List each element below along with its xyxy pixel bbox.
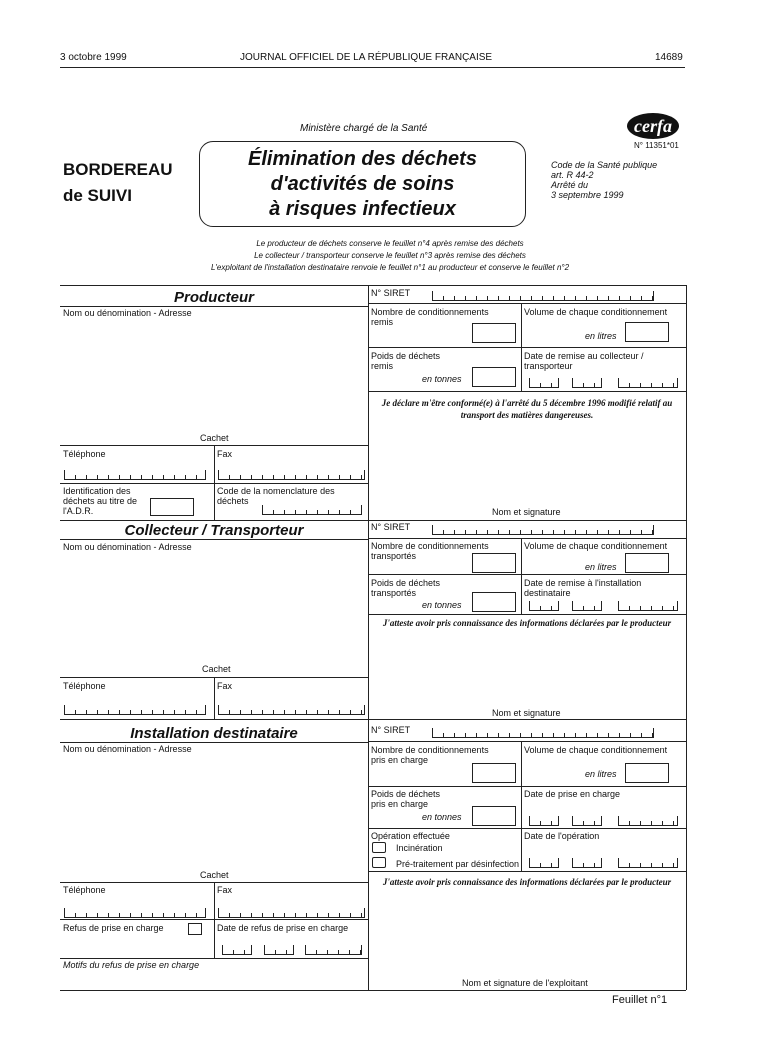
installation-operation-label: Opération effectuée [371, 831, 450, 841]
collecteur-en-litres: en litres [585, 562, 617, 572]
producteur-code-label: Code de la nomenclature des déchets [217, 486, 335, 506]
collecteur-nb-cond-field[interactable] [472, 553, 516, 573]
installation-telephone-field[interactable] [64, 908, 206, 918]
producteur-bottom-rule [60, 520, 686, 521]
pretraitement-label: Pré-traitement par désinfection [396, 859, 520, 869]
collecteur-volume-label: Volume de chaque conditionnement [524, 541, 668, 551]
collecteur-siret-rule [368, 538, 686, 539]
collecteur-volume-field[interactable] [625, 553, 669, 573]
installation-nb-cond-field[interactable] [472, 763, 516, 783]
installation-refus-date-day[interactable] [222, 945, 252, 955]
form-title-box [199, 141, 526, 227]
grid-top [60, 285, 686, 286]
installation-refus-checkbox[interactable] [188, 923, 202, 935]
producteur-date-year[interactable] [618, 378, 678, 388]
installation-operation-date-year[interactable] [618, 858, 678, 868]
installation-date-prise-label: Date de prise en charge [524, 789, 621, 799]
installation-declaration: J'atteste avoir pris connaissance des informations déclarées par le producteur [382, 877, 672, 887]
installation-telephone-label: Téléphone [63, 885, 106, 895]
installation-poids-field[interactable] [472, 806, 516, 826]
producteur-fax-field[interactable] [218, 470, 365, 480]
bordereau-title: BORDEREAU [63, 160, 173, 179]
instruction-line1: Le producteur de déchets conserve le feuillet n°4 après remise des déchets [256, 239, 524, 248]
installation-volume-label: Volume de chaque conditionnement [524, 745, 668, 755]
installation-fax-label: Fax [217, 885, 233, 895]
installation-prise-date-month[interactable] [572, 816, 602, 826]
instruction-line2: Le collecteur / transporteur conserve le feuillet n°3 après remise des déchets [254, 251, 526, 260]
ministry-label: Ministère chargé de la Santé [300, 123, 428, 134]
form-title-line2: d'activités de soins [270, 173, 455, 195]
collecteur-fax-field[interactable] [218, 705, 365, 715]
installation-prise-date-day[interactable] [529, 816, 559, 826]
producteur-volume-field[interactable] [625, 322, 669, 342]
collecteur-tel-split [214, 677, 215, 719]
collecteur-date-day[interactable] [529, 601, 559, 611]
installation-title: Installation destinataire [130, 725, 298, 742]
collecteur-title-rule [60, 539, 368, 540]
installation-fax-field[interactable] [218, 908, 365, 918]
collecteur-telephone-label: Téléphone [63, 681, 106, 691]
installation-tel-split [214, 882, 215, 958]
installation-operation-rule [368, 828, 686, 829]
collecteur-title: Collecteur / Transporteur [124, 522, 304, 539]
grid-right [686, 285, 687, 990]
producteur-signature-label: Nom et signature [492, 507, 561, 517]
installation-volume-field[interactable] [625, 763, 669, 783]
collecteur-telephone-field[interactable] [64, 705, 206, 715]
producteur-poids-field[interactable] [472, 367, 516, 387]
installation-motifs-rule [60, 958, 368, 959]
legal-line4: 3 septembre 1999 [551, 190, 624, 200]
header-journal: JOURNAL OFFICIEL DE LA RÉPUBLIQUE FRANÇAISE [240, 52, 493, 63]
producteur-telephone-label: Téléphone [63, 449, 106, 459]
installation-title-rule [60, 742, 368, 743]
producteur-volume-label: Volume de chaque conditionnement [524, 307, 668, 317]
header-rule [60, 67, 685, 68]
installation-signature-label: Nom et signature de l'exploitant [462, 978, 588, 988]
installation-siret-label: N° SIRET [371, 725, 411, 735]
installation-en-litres: en litres [585, 769, 617, 779]
grid-bottom [60, 990, 686, 991]
collecteur-siret-field[interactable] [432, 525, 654, 535]
collecteur-date-month[interactable] [572, 601, 602, 611]
form-title-line1: Élimination des déchets [248, 148, 477, 170]
installation-date-operation-label: Date de l'opération [524, 831, 600, 841]
producteur-declaration: Je déclare m'être conformé(e) à l'arrêté du 5 décembre 1996 modifié relatif au transport des matières dangereuses. [381, 398, 673, 420]
producteur-nom-label: Nom ou dénomination - Adresse [63, 308, 192, 318]
producteur-poids-rule [368, 347, 686, 348]
instruction-line3: L'exploitant de l'installation destinataire renvoie le feuillet n°1 au producteur et conserve le feuillet n°2 [210, 263, 570, 272]
producteur-date-day[interactable] [529, 378, 559, 388]
producteur-fax-label: Fax [217, 449, 233, 459]
collecteur-date-remise-label: Date de remise à l'installation destinataire [524, 578, 642, 598]
collecteur-right-split [521, 538, 522, 614]
header-date: 3 octobre 1999 [60, 52, 127, 63]
producteur-title: Producteur [173, 289, 254, 306]
header-page-number: 14689 [655, 52, 683, 63]
collecteur-poids-label: Poids de déchets transportés [371, 578, 441, 598]
legal-line3: Arrêté du [551, 180, 589, 190]
collecteur-bottom-rule [60, 719, 686, 720]
installation-poids-label: Poids de déchets pris en charge [371, 789, 441, 809]
form-title-line3: à risques infectieux [269, 198, 456, 220]
installation-en-tonnes: en tonnes [422, 812, 462, 822]
cerfa-logo: cerfa [627, 113, 679, 139]
producteur-siret-label: N° SIRET [371, 288, 411, 298]
collecteur-poids-field[interactable] [472, 592, 516, 612]
producteur-poids-label: Poids de déchets remis [371, 351, 441, 371]
producteur-nb-cond-field[interactable] [472, 323, 516, 343]
instructions [190, 238, 590, 274]
collecteur-date-year[interactable] [618, 601, 678, 611]
collecteur-decl-rule [368, 614, 686, 615]
producteur-identification-label: Identification des déchets au titre de l'A.D.R. [63, 486, 138, 516]
installation-cachet: Cachet [200, 870, 229, 880]
incineration-checkbox[interactable] [372, 842, 386, 853]
collecteur-poids-rule [368, 574, 686, 575]
installation-refus-rule [60, 919, 368, 920]
installation-poids-rule [368, 786, 686, 787]
collecteur-nom-label: Nom ou dénomination - Adresse [63, 542, 192, 552]
cerfa-number: N° 11351*01 [634, 141, 679, 150]
producteur-identification-field[interactable] [150, 498, 194, 516]
pretraitement-checkbox[interactable] [372, 857, 386, 868]
legal-references [551, 160, 657, 200]
producteur-date-remise-label: Date de remise au collecteur / transporteur [524, 351, 644, 371]
producteur-en-litres: en litres [585, 331, 617, 341]
collecteur-cachet: Cachet [202, 664, 231, 674]
installation-right-split [521, 741, 522, 871]
incineration-label: Incinération [396, 843, 443, 853]
producteur-decl-rule [368, 391, 686, 392]
producteur-cachet: Cachet [200, 433, 229, 443]
installation-prise-date-year[interactable] [618, 816, 678, 826]
collecteur-declaration: J'atteste avoir pris connaissance des informations déclarées par le producteur [382, 618, 672, 628]
installation-refus-date-month[interactable] [264, 945, 294, 955]
installation-date-refus-label: Date de refus de prise en charge [217, 923, 349, 933]
installation-siret-field[interactable] [432, 728, 654, 738]
legal-line2: art. R 44-2 [551, 170, 594, 180]
feuillet-label: Feuillet n°1 [612, 994, 668, 1006]
producteur-title-rule [60, 306, 368, 307]
collecteur-fax-label: Fax [217, 681, 233, 691]
producteur-code-field[interactable] [262, 505, 362, 515]
installation-refus-label: Refus de prise en charge [63, 923, 164, 933]
producteur-en-tonnes: en tonnes [422, 374, 462, 384]
producteur-date-month[interactable] [572, 378, 602, 388]
installation-operation-date-day[interactable] [529, 858, 559, 868]
producteur-ident-rule [60, 483, 368, 484]
installation-decl-rule [368, 871, 686, 872]
installation-operation-date-month[interactable] [572, 858, 602, 868]
producteur-siret-field[interactable] [432, 291, 654, 301]
producteur-siret-rule [368, 303, 686, 304]
legal-line1: Code de la Santé publique [551, 160, 658, 170]
producteur-nb-cond-label: Nombre de conditionnements remis [371, 307, 489, 327]
collecteur-siret-label: N° SIRET [371, 522, 411, 532]
installation-nom-label: Nom ou dénomination - Adresse [63, 744, 192, 754]
installation-siret-rule [368, 741, 686, 742]
collecteur-en-tonnes: en tonnes [422, 600, 462, 610]
collecteur-nb-cond-label: Nombre de conditionnements transportés [371, 541, 489, 561]
collecteur-signature-label: Nom et signature [492, 708, 561, 718]
installation-refus-date-year[interactable] [305, 945, 362, 955]
producteur-telephone-field[interactable] [64, 470, 206, 480]
installation-motifs-label: Motifs du refus de prise en charge [63, 960, 200, 970]
installation-nb-cond-label: Nombre de conditionnements pris en charge [371, 745, 489, 765]
suivi-title: de SUIVI [63, 186, 132, 205]
